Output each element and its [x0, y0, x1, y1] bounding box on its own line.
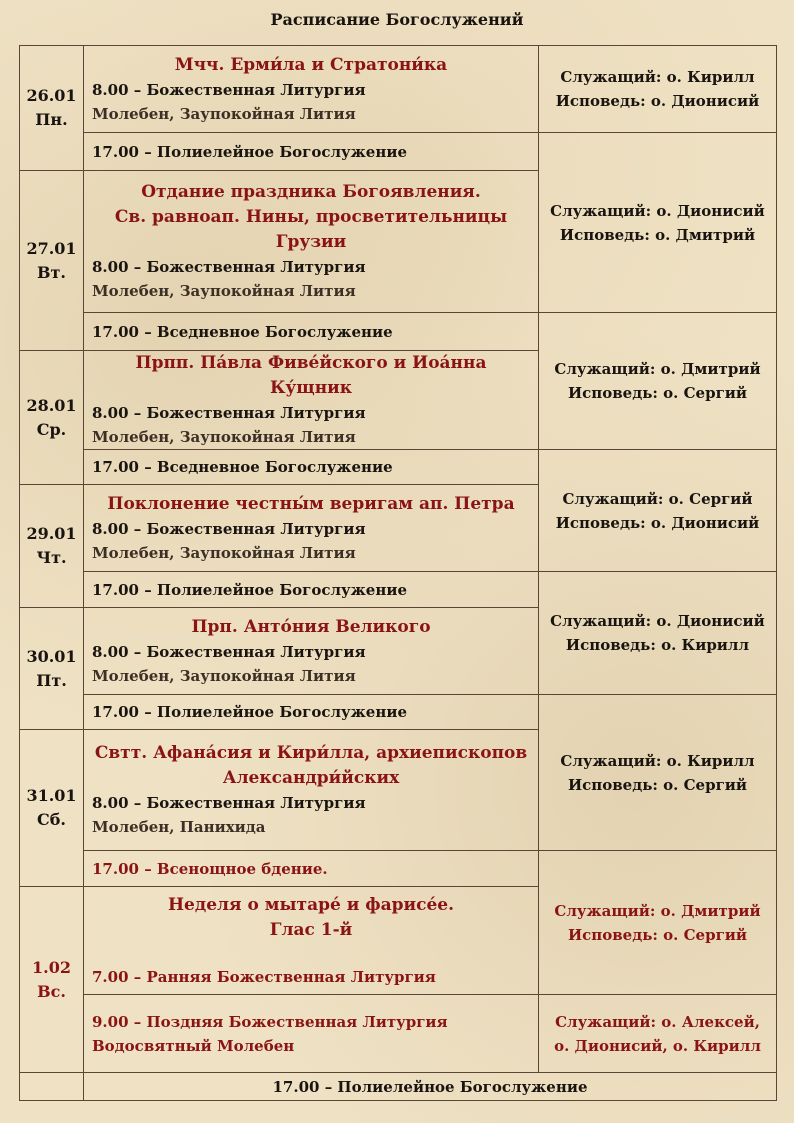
liturgy-line: 8.00 – Божественная Литургия: [92, 642, 366, 661]
service-cell: [84, 351, 539, 450]
moleben-line: Молебен, Заупокойная Лития: [92, 543, 356, 562]
confession-priest: Исповедь: о. Сергий: [567, 775, 748, 794]
moleben-line: Молебен, Заупокойная Лития: [92, 428, 356, 446]
date-cell: [20, 887, 84, 1073]
clergy-cell: [539, 46, 777, 133]
service-cell: [84, 995, 539, 1073]
serving-priest: Служащий: о. Дионисий: [550, 201, 765, 220]
clergy-cell: [539, 572, 777, 695]
weekday: Пт.: [36, 670, 67, 690]
moleben-line: Молебен, Панихида: [92, 818, 266, 836]
feast-title: Поклонение честны́м веригам ап. Петра: [107, 493, 515, 514]
serving-priest: Служащий: о. Дионисий: [550, 612, 765, 630]
date-cell: [20, 730, 84, 887]
feast-title: Св. равноап. Нины, просветительницы: [114, 207, 508, 227]
date-cell: [20, 351, 84, 485]
weekday: Пн.: [35, 110, 68, 129]
feast-title: Прп. Анто́ния Великого: [191, 616, 431, 637]
weekday: Ср.: [36, 419, 67, 439]
table-row: [20, 572, 777, 608]
date-cell: [20, 485, 84, 608]
evening-service: 17.00 – Полиелейное Богослужение: [84, 572, 539, 608]
weekday: Вт.: [36, 262, 66, 282]
clergy-cell: [539, 133, 777, 313]
confession-priest: Исповедь: о. Дионисий: [555, 513, 760, 532]
table-row: [20, 695, 777, 730]
serving-priest: Служащий: о. Кирилл: [560, 751, 755, 770]
service-cell: [84, 46, 539, 133]
feast-title: Прпп. Па́вла Фиве́йского и Иоа́нна Ку́щник: [135, 353, 487, 398]
confession-priest: Исповедь: о. Дмитрий: [559, 225, 756, 244]
evening-service: 17.00 – Полиелейное Богослужение: [84, 133, 539, 171]
table-row: [20, 133, 777, 171]
serving-priest: Служащий: о. Дмитрий: [554, 360, 761, 378]
confession-priest: Исповедь: о. Сергий: [567, 384, 748, 402]
evening-service: 17.00 – Полиелейное Богослужение: [84, 1073, 777, 1101]
feast-title: Отдание праздника Богоявления.: [141, 182, 481, 202]
weekday: Чт.: [36, 548, 67, 567]
confession-priest: Исповедь: о. Сергий: [567, 925, 748, 944]
date: 27.01: [26, 238, 77, 258]
service-cell: [84, 608, 539, 695]
evening-service: 17.00 – Полиелейное Богослужение: [84, 695, 539, 730]
service-cell: [84, 887, 539, 995]
confession-priest: Исповедь: о. Дионисий: [555, 92, 760, 110]
clergy-cell: [539, 313, 777, 450]
table-row: [20, 995, 777, 1073]
date: 28.01: [26, 395, 77, 415]
weekday: Сб.: [37, 810, 66, 829]
clergy-cell: [539, 695, 777, 851]
page-title: Расписание Богослужений: [270, 10, 524, 29]
serving-priests-cont: о. Дионисий, о. Кирилл: [554, 1036, 761, 1055]
liturgy-line: 8.00 – Божественная Литургия: [92, 258, 366, 276]
service-cell: [84, 171, 539, 313]
liturgy-line: 8.00 – Божественная Литургия: [92, 404, 366, 422]
date-cell: [20, 46, 84, 171]
serving-priests: Служащий: о. Алексей,: [555, 1012, 760, 1031]
table-row: [20, 313, 777, 351]
table-row: [20, 46, 777, 133]
table-row: [20, 1073, 777, 1101]
serving-priest: Служащий: о. Дмитрий: [554, 901, 761, 920]
schedule-table: [19, 45, 777, 1101]
service-cell: [84, 485, 539, 572]
date: 1.02: [32, 957, 71, 977]
date-cell: [20, 608, 84, 730]
table-row: [20, 851, 777, 887]
date: 31.01: [26, 786, 77, 805]
liturgy-line: 8.00 – Божественная Литургия: [92, 519, 366, 538]
feast-title: Мчч. Ерми́ла и Стратони́ка: [174, 54, 448, 75]
feast-title: Свтт. Афана́сия и Кири́лла, архиепископов: [94, 743, 528, 763]
moleben-line: Молебен, Заупокойная Лития: [92, 104, 356, 123]
evening-service: 17.00 – Всенощное бдение.: [84, 851, 539, 887]
weekday: Вс.: [37, 981, 66, 1001]
clergy-cell: [539, 450, 777, 572]
clergy-cell: [539, 995, 777, 1073]
serving-priest: Служащий: о. Сергий: [562, 489, 753, 508]
date: 29.01: [26, 524, 77, 543]
late-liturgy-line: 9.00 – Поздняя Божественная Литургия: [92, 1012, 448, 1031]
table-row: [20, 450, 777, 485]
moleben-line: Молебен, Заупокойная Лития: [92, 666, 356, 685]
date: 26.01: [26, 86, 77, 105]
feast-title: Глас 1-й: [269, 919, 353, 940]
clergy-cell: [539, 851, 777, 995]
feast-title: Грузии: [275, 232, 347, 252]
evening-service: 17.00 – Вседневное Богослужение: [84, 313, 539, 351]
serving-priest: Служащий: о. Кирилл: [560, 68, 755, 86]
liturgy-line: 8.00 – Божественная Литургия: [92, 794, 366, 812]
service-cell: [84, 730, 539, 851]
date-cell: [20, 171, 84, 351]
early-liturgy-line: 7.00 – Ранняя Божественная Литургия: [92, 967, 436, 986]
feast-title: Александри́йских: [222, 768, 400, 788]
confession-priest: Исповедь: о. Кирилл: [565, 636, 750, 654]
date: 30.01: [26, 646, 77, 666]
evening-service: 17.00 – Вседневное Богослужение: [84, 450, 539, 485]
feast-title: Неделя о мытаре́ и фарисе́е.: [168, 894, 454, 915]
moleben-line: Молебен, Заупокойная Лития: [92, 282, 356, 300]
water-moleben-line: Водосвятный Молебен: [92, 1036, 295, 1055]
liturgy-line: 8.00 – Божественная Литургия: [92, 80, 366, 99]
